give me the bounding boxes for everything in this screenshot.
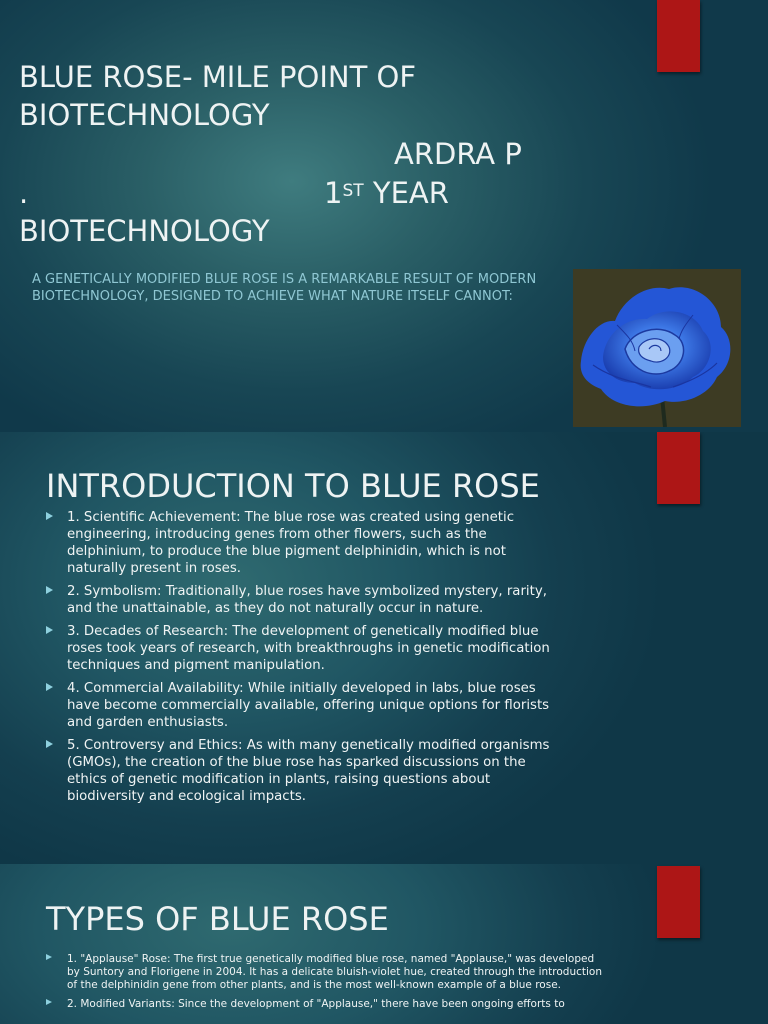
bullet-arrow-icon [46, 512, 53, 520]
year-label [324, 174, 449, 212]
blue-rose-image [573, 269, 741, 427]
list-item [46, 953, 606, 992]
year-word: YEAR [372, 176, 449, 210]
section-title: TYPES OF BLUE ROSE [46, 900, 389, 938]
intro-bullet-list [46, 509, 566, 811]
blue-rose-illustration [573, 269, 741, 427]
red-accent-bar [657, 866, 700, 938]
bullet-arrow-icon [46, 954, 52, 960]
author-name: ARDRA P [394, 137, 522, 171]
list-item [46, 623, 566, 674]
list-item-text: 5. Controversy and Ethics: As with many genetically modified organisms (GMOs), the creation of the blue rose has sparked discussions on the ethics of genetic modification in plants, raising questions about biodiversity and ecological impacts. [67, 738, 550, 804]
department: BIOTECHNOLOGY [19, 214, 270, 248]
list-item-text: 4. Commercial Availability: While initially developed in labs, blue roses have become commercially available, offering unique options for florists and garden enthusiasts. [67, 681, 550, 730]
list-item-text: 1. Scientific Achievement: The blue rose was created using genetic engineering, introducing genes from other flowers, such as the delphinium, to produce the blue pigment delphinidin, which is not naturally present in roses. [67, 510, 515, 576]
list-item [46, 509, 566, 577]
title-slide [0, 0, 768, 432]
types-slide [0, 864, 768, 1024]
bullet-arrow-icon [46, 586, 53, 594]
bullet-arrow-icon [46, 999, 52, 1005]
title-line-1: BLUE ROSE- MILE POINT OF [19, 60, 417, 94]
lead-text: A GENETICALLY MODIFIED BLUE ROSE IS A REMARKABLE RESULT OF MODERN BIOTECHNOLOGY, DESIGNED TO ACHIEVE WHAT NATURE ITSELF CANNOT: [32, 272, 537, 304]
list-item-text: 2. Symbolism: Traditionally, blue roses have symbolized mystery, rarity, and the unattainable, as they do not naturally occur in nature. [67, 584, 547, 616]
section-title: INTRODUCTION TO BLUE ROSE [46, 467, 540, 505]
red-accent-bar [657, 432, 700, 504]
year-suffix: ST [342, 181, 364, 201]
list-item-text: 2. Modified Variants: Since the development of "Applause," there have been ongoing efforts to [67, 998, 565, 1010]
list-item-text: 3. Decades of Research: The development of genetically modified blue roses took years of research, with breakthroughs in genetic modification techniques and pigment manipulation. [67, 624, 550, 673]
bullet-arrow-icon [46, 740, 53, 748]
bullet-arrow-icon [46, 626, 53, 634]
list-item-text: 1. "Applause" Rose: The first true genetically modified blue rose, named "Applause," was developed by Suntory and Florigene in 2004. It has a delicate bluish-violet hue, created through the introduction of the delphinidin gene from other plants, and is the most well-known example of a blue rose. [67, 953, 603, 991]
year-number: 1 [324, 176, 343, 210]
list-item [46, 998, 606, 1011]
title-line-2: BIOTECHNOLOGY [19, 98, 270, 132]
list-item [46, 680, 566, 731]
title-dot: . [19, 176, 29, 210]
list-item [46, 583, 566, 617]
bullet-arrow-icon [46, 683, 53, 691]
list-item [46, 737, 566, 805]
introduction-slide [0, 432, 768, 864]
types-bullet-list [46, 953, 606, 1017]
red-accent-bar [657, 0, 700, 72]
